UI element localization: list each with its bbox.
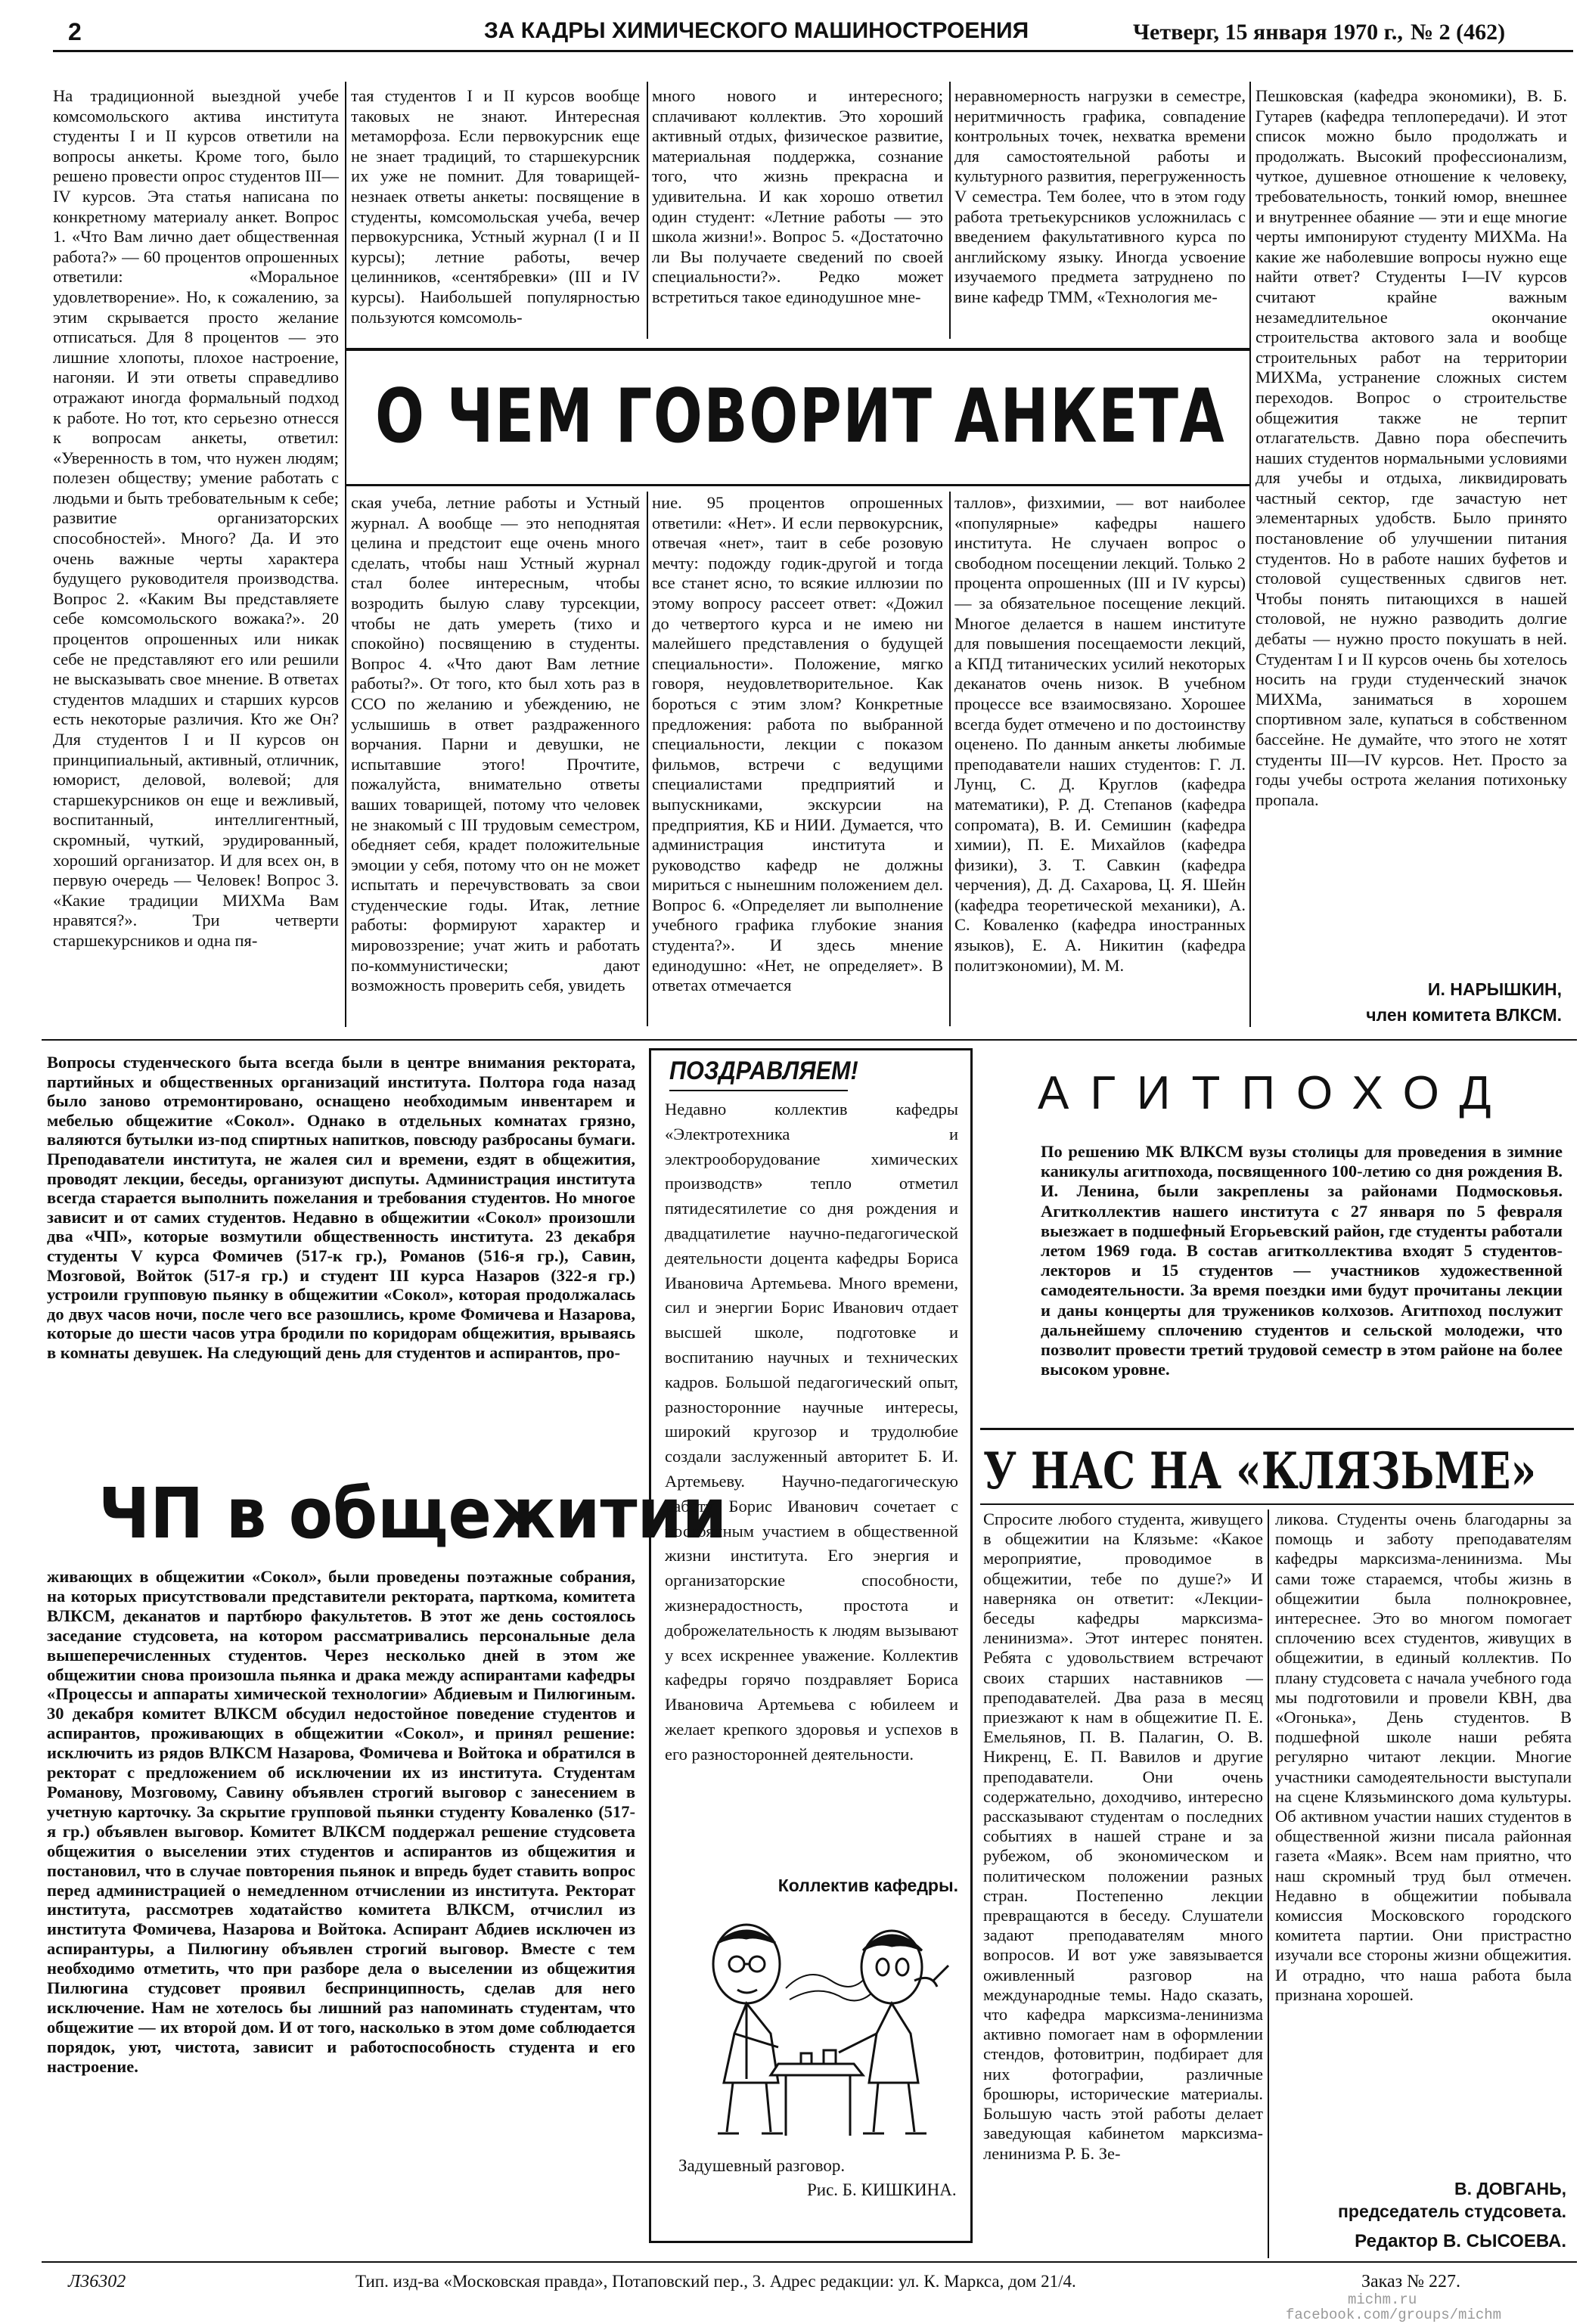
section-rule (42, 1039, 1577, 1041)
title-rule-top (345, 348, 1249, 351)
issue-number: № 2 (462) (1411, 20, 1506, 45)
title-rule-bottom (345, 484, 1249, 486)
klyazma-col1: Спросите любого студента, живущего в общежитии на Клязьме: «Какое мероприятие, проводимое в общежитии, тебе по душе?» И наверняка он ответит: «Лекции-беседы кафедры марксизма-ленинизма». Этот интерес понятен. Ребята с удовольствием встречают своих старших наставников — преподавателей. Два раза в месяц приезжают к нам в общежитие П. Е. Емельянов, П. В. Палагин, О. В. Никренц, Е. П. Вавилов и другие преподаватели. Они очень содержательно, доходчиво, интересно рассказывают студентам о последних событиях в нашей стране и за рубежом, об экономическом и политическом положении разных стран. Постепенно лекции превращаются в беседу. Слушатели задают преподавателям много вопросов. И вот уже завязывается оживленный разговор на международные темы. Надо сказать, что кафедра марксизма-ленинизма активно помогает нам в оформлении стендов, фотовитрин, подбирает для них фотографии, различные брошюры, исторические материалы. Большую часть этой работы делает заведующая кабинетом марксизма-ленинизма Р. Б. Зе- (983, 1510, 1263, 2163)
cartoon-table (771, 2050, 863, 2136)
greeting-text: Недавно коллектив кафедры «Электротехника и электрооборудование химических производств» тепло отметил пятидесятилетие со дня рождения и двадцатилетие научно-педагогической деятельности доцента кафедры Бориса Ивановича Артемьева. Много времени, сил и энергии Борис Иванович отдает высшей школе, подготовке и воспитанию научных и технических кадров. Большой педагогический опыт, разносторонние научные интересы, широкий кругозор и трудолюбие создали заслуженный авторитет Б. И. Артемьеву. Научно-педагогическую работу Борис Иванович сочетает с постоянным участием в общественной жизни института. Его энергия и организаторские способности, жизнерадостность, простота и доброжелательность к людям вызывают у всех искреннее уважение. Коллектив кафедры горячо поздравляет Бориса Ивановича Артемьева с юбилеем и желает крепкого здоровья и успехов в его разносторонней деятельности. (665, 1100, 958, 1764)
klyazma-author-role: председатель студсовета. (1338, 2201, 1566, 2221)
anketa-title: О ЧЕМ ГОВОРИТ АНКЕТА (375, 374, 1226, 460)
cartoon-illustration (665, 1920, 958, 2147)
anketa-col1: На традиционной выездной учебе комсомольского актива института студенты I и II курсов ответили на вопросы анкеты. Кроме того, было решено провести опрос студентов III—IV курсов. Эта статья написана по конкретному материалу анкет. Вопрос 1. «Что Вам лично дает общественная работа?» — 60 процентов опрошенных ответили: «Моральное удовлетворение». Но, к сожалению, за этим скрывается просто желание отписаться. Для 8 процентов — это лишние хлопоты, плохое настроение, нагоняи. И эти ответы справедливо отражают иногда формальный подход к работе. Но тот, кто серьезно отнесся к вопросам анкеты, ответил: «Уверенность в том, что нужен людям; полезен обществу; умение работать с людьми и быть требовательным к себе; развитие организаторских способностей». Много? Да. И это очень важные черты характера будущего руководителя производства. Вопрос 2. «Каким Вы представляете себе комсомольского вожака?». 20 процентов опрошенных или никак себе не представляют его или решили не высказывать свое мнение. В ответах студентов младших и старших курсов есть некоторые различия. Кто же Он? Для студентов I и II курсов он принципиальный, активный, отличник, юморист, деловой, волевой; для старшекурсников он еще и вежливый, воспитанный, интеллигентный, скромный, чуткий, эрудированный, хороший организатор. И для всех он, в первую очередь — Человек! Вопрос 3. «Какие традиции МИХМа Вам нравятся?». Три четверти старшекурсников и одна пя- (53, 86, 339, 950)
cartoon-caption-1: Задушевный разговор. (678, 2156, 846, 2175)
watermark-site: michm.ru (1348, 2291, 1417, 2308)
column-divider (1268, 1510, 1269, 2258)
column-divider (1249, 82, 1251, 1027)
column-divider (949, 492, 951, 1026)
footer-order: Заказ № 227. (1361, 2272, 1461, 2291)
column-divider (949, 82, 951, 339)
klyazma-author-name: В. ДОВГАНЬ, (1454, 2179, 1566, 2198)
anketa-col4-bottom: таллов», физхимии, — вот наиболее «популярные» кафедры нашего института. Не случаен вопрос о свободном посещении лекций. Только 2 процента опрошенных (III и IV курсы) — за обязательное посещение лекций. Многое делается в нашем институте для повышения посещаемости лекций, а КПД титанических усилий некоторых деканатов очень низок. В учебном процессе все взаимосвязано. Хорошее всегда будет отмечено и по достоинству оценено. По данным анкеты любимые преподаватели наших студентов: Г. Л. Лунц, С. Д. Круглов (кафедра математики), Р. Д. Степанов (кафедра сопромата), В. И. Семишин (кафедра химии), П. Е. Михайлов (кафедра физики), З. Т. Савкин (кафедра черчения), Д. Д. Сахарова, Ц. Я. Шейн (кафедра теоретической механики), А. С. Коваленко (кафедра иностранных языков), Е. А. Никитин (кафедра политэкономии), М. М. (954, 493, 1246, 975)
cartoon-smoke (786, 1973, 873, 2000)
watermark-facebook: facebook.com/groups/michm (1286, 2307, 1502, 2323)
klyazma-col2: ликова. Студенты очень благодарны за помощь и заботу преподавателям кафедры марксизма-ленинизма. Мы сами тоже стараемся, чтобы жизнь в общежитии была полнокровнее, интереснее. Это во многом помогает сплочению всех студентов, живущих в общежитии, в единый коллектив. По плану студсовета с начала учебного года мы подготовили и провели КВН, два «Огонька», День студентов. В подшефной школе наши ребята регулярно читают лекции. Многие участники самодеятельности выступали на сцене Клязьминского дома культуры. Об активном участии наших студентов в общественной жизни писала районная газета «Маяк». Всем нам приятно, что наш скромный труд был отмечен. Недавно в общежитии побывала комиссия Московского городского комитета партии. Они пристрастно изучали все стороны жизни общежития. И отрадно, что наша работа была признана хорошей. (1275, 1510, 1572, 2004)
chp-body: живающих в общежитии «Сокол», были проведены поэтажные собрания, на которых присутствовали представители ректората, парткома, комитета ВЛКСМ, деканатов и партбюро факультетов. В этот же день состоялось заседание студсовета, на котором рассматривались персональные дела вышеперечисленных студентов. Через несколько дней в этом же общежитии снова произошла пьянка и драка между аспирантами кафедры «Процессы и аппараты химической технологии» Абдиевым и Пилюгиным. 30 декабря комитет ВЛКСМ обсудил недостойное поведение студентов и аспирантов, проживающих в общежитии «Сокол», и принял решение: исключить из рядов ВЛКСМ Назарова, Фомичева и Войтока и обратился в ректорат с предложением об исключении их из института. Студентам Романову, Мозговому, Савину объявлен строгий выговор с занесением в учетную карточку. За скрытие групповой пьянки студенту Коваленко (517-я гр.) объявлен выговор. Комитет ВЛКСМ поддержал решение студсовета общежития о выселении этих студентов и аспирантов из общежития и постановил, что в случае повторения пьянок и впредь будет ставить вопрос перед администрацией о немедленном отчислении из института. Ректорат института, рассмотрев ходатайство комитета ВЛКСМ, отчислил из института Фомичева, Назарова и Войтока. Аспирант Абдиев исключен из аспирантуры, а Пилюгину объявлен строгий выговор. Вместе с тем необходимо отметить, что при разборе дела о выселении из общежития Пилюгина студсовет проявил беспринципность, сделав для него исключение. Нам не хотелось бы лишний раз напоминать студентам, что общежитие — их второй дом. И от того, насколько в этом доме соблюдается порядок, уют, чистота, зависит и работоспособность студента и его настроение. (47, 1567, 635, 2076)
anketa-col3-top: много нового и интересного; сплачивают коллектив. Это хороший активный отдых, физическое развитие, материальная поддержка, сознание того, что жизнь прекрасна и удивительна. И как хорошо ответил один студент: «Летние работы — это школа жизни!». Вопрос 5. «Достаточно ли Вы получаете сведений по своей специальности?». Редко может встретиться такое единодушное мне- (652, 86, 943, 306)
editor-credit: Редактор В. СЫСОЕВА. (1355, 2231, 1566, 2251)
issue-date: Четверг, 15 января 1970 г., (1133, 20, 1403, 45)
anketa-col2-bottom: ская учеба, летние работы и Устный журнал. А вообще — это неподнятая целина и предстоит еще очень много сделать, чтобы наш Устный журнал стал более интересным, чтобы возродить былую славу турсекции, чтобы не дать умереть (тихо и спокойно) посвящению в студенты. Вопрос 4. «Что дают Вам летние работы?». От того, кто был хоть раз в ССО по желанию и убеждению, не услышишь в ответ раздраженного ворчания. Парни и девушки, не испытавшие этого! Прочтите, пожалуйста, внимательно ответы ваших товарищей, потому что человек не знакомый с III трудовым семестром, обедняет себя, крадет положительные эмоции у себя, потому что он не может испытать и перечувствовать за свои студенческие годы. Итак, летние работы: формируют характер и мировоззрение; учат жить и работать по-коммунистически; дают возможность проверить себя, увидеть (351, 493, 640, 995)
column-divider (345, 82, 346, 1027)
chp-intro: Вопросы студенческого быта всегда были в центре внимания ректората, партийных и общественных организаций института. Полтора года назад было заново отремонтировано, оснащено необходимым инвентарем и мебелью общежитие «Сокол». Однако в отдельных комнатах грязно, валяются бутылки из-под спиртных напитков, повсюду разбросаны бумаги. Преподаватели института, не жалея сил и времени, ездят в общежития, проводят лекции, беседы, организуют диспуты. Администрация института всегда старается выполнить пожелания и требования студентов. Но многое зависит и от самих студентов. Недавно в общежитии «Сокол» произошли два «ЧП», которые возмутили общественность института. 23 декабря студенты V курса Фомичев (517-к гр.), Романов (516-я гр.), Савин, Мозговой, Войток (517-я гр.) и студент III курса Назаров (322-я гр.) устроили групповую пьянку в общежитии «Сокол», которая продолжалась до двух часов ночи, после чего все разошлись, кроме Фомичева и Назарова, которые до шести часов утра бродили по коридорам общежития, врываясь в комнаты девушек. На следующий день для студентов и аспирантов, про- (47, 1053, 635, 1362)
cartoon-caption-2: Рис. Б. КИШКИНА. (807, 2180, 957, 2199)
anketa-author-role: член комитета ВЛКСМ. (1366, 1005, 1562, 1025)
cartoon-student-right (839, 1931, 948, 2133)
footer-code: Л36302 (68, 2272, 126, 2291)
footer-rule (42, 2261, 1577, 2263)
header-rule (53, 50, 1573, 52)
agit-text: По решению МК ВЛКСМ вузы столицы для проведения в зимние каникулы агитпохода, посвященного 100-летию со дня рождения В. И. Ленина, были закреплены за районами Подмосковья. Агитколлектив нашего института с 27 января по 5 февраля выезжает в подшефный Егорьевский район, где студенты работали летом 1969 года. В состав агитколлектива входят 5 студентов-лекторов и 15 студентов — участников художественной самодеятельности. За время поездки ими будут прочитаны лекции и даны концерты для тружеников колхозов. Агитпоход послужит дальнейшему сплочению студентов и сельской молодежи, что позволит провести третий трудовой семестр в этом районе на более высоком уровне. (1041, 1142, 1563, 1379)
title-rule-bottom (980, 1503, 1574, 1505)
anketa-col3-bottom: ние. 95 процентов опрошенных ответили: «Нет». И если первокурсник, отвечая «нет», таит в себе розовую мечту: подожду годик-другой и тогда все станет ясно, то всякие иллюзии по этому вопросу рассеет ответ: «Дожил до четвертого курса и не имею ни малейшего представления о будущей специальности». Положение, мягко говоря, неудовлетворительное. Как бороться с этим злом? Конкретные предложения: работа по выбранной специальности, лекции с показом фильмов, встречи с ведущими специалистами предприятий и выпускниками, экскурсии на предприятия, КБ и НИИ. Думается, что администрация института и руководство кафедр не должны мириться с нынешним положением дел. Вопрос 6. «Определяет ли выполнение учебного графика глубокие знания студента?». И здесь мнение единодушно: «Нет, не определяет». В ответах отмечается (652, 493, 943, 995)
footer-printing: Тип. изд-ва «Московская правда», Потаповский пер., 3. Адрес редакции: ул. К. Маркса, дом 21/4. (355, 2272, 1076, 2291)
newspaper-title: ЗА КАДРЫ ХИМИЧЕСКОГО МАШИНОСТРОЕНИЯ (484, 18, 1029, 43)
column-divider (647, 82, 648, 339)
anketa-col5: Пешковская (кафедра экономики), В. Б. Гутарев (кафедра теплопередачи). И этот список можно было продолжать и продолжать. Высокий профессионализм, чуткое, душевное отношение к человеку, требовательность, тонкий юмор, внешнее и внутреннее обаяние — эти и еще многие черты импонируют студенту МИХМа. На какие же наболевшие вопросы нужно еще найти ответ? Студенты I—IV курсов считают крайне важным незамедлительное окончание строительства актового зала и вообще строительных работ на территории МИХМа, устранение сложных систем переходов. Вопрос о строительстве общежития также не терпит отлагательств. Давно пора обеспечить наших студентов нормальными условиями для учебы и отдыха, ликвидировать частный сектор, где зачастую нет элементарных удобств. Было принято постановление об улучшении питания студентов. Но в работе наших буфетов и столовой существенных сдвигов нет. Чтобы понять питающихся в нашей столовой, не нужно разводить долгие дебаты — нужно просто покушать в ней. Студентам I и II курсов очень бы хотелось носить на груди студенческий значок МИХМа, заниматься в хорошем спортивном зале, купаться в собственном бассейне. Не думайте, что этого не хотят студенты III—IV курсов. Нет. Просто за годы учебы острота желания потихоньку пропала. (1255, 86, 1567, 809)
agit-title: АГИТПОХОД (1038, 1067, 1513, 1119)
greeting-title: ПОЗДРАВЛЯЕМ! (669, 1057, 858, 1085)
greeting-box (649, 1048, 973, 2243)
klyazma-title: У НАС НА «КЛЯЗЬМЕ» (983, 1441, 1537, 1500)
anketa-col4-top: неравномерность нагрузки в семестре, неритмичность графика, совпадение контрольных точек, нехватка времени для самостоятельной работы и культурного развития, перегруженность V семестра. Тем более, что в этом году работа третьекурсников усложнилась с введением факультативного курса по английскому языку. Иногда усвоение изучаемого предмета затруднено по вине кафедр ТММ, «Технология ме- (954, 86, 1246, 306)
anketa-col2-top: тая студентов I и II курсов вообще таковых не знают. Интересная метаморфоза. Если первокурсник еще не знает традиций, то старшекурсник их уже не помнит. Для товарищей-незнаек ответы анкеты: посвящение в студенты, комсомольская учеба, вечер первокурсника, Устный журнал (I и II курсы); летние работы, вечер целинников, «сентябревки» (III и IV курсы). Наибольшей популярностью пользуются комсомоль- (351, 86, 640, 327)
greeting-title-rule (669, 1090, 848, 1091)
cartoon-student-left (713, 1925, 783, 2133)
anketa-author-name: И. НАРЫШКИН, (1427, 979, 1562, 999)
greeting-signature: Коллектив кафедры. (777, 1876, 958, 1895)
page-number: 2 (68, 18, 82, 45)
column-divider (647, 492, 648, 1026)
section-rule (980, 1428, 1574, 1430)
chp-title: ЧП в общежитии (98, 1473, 728, 1554)
